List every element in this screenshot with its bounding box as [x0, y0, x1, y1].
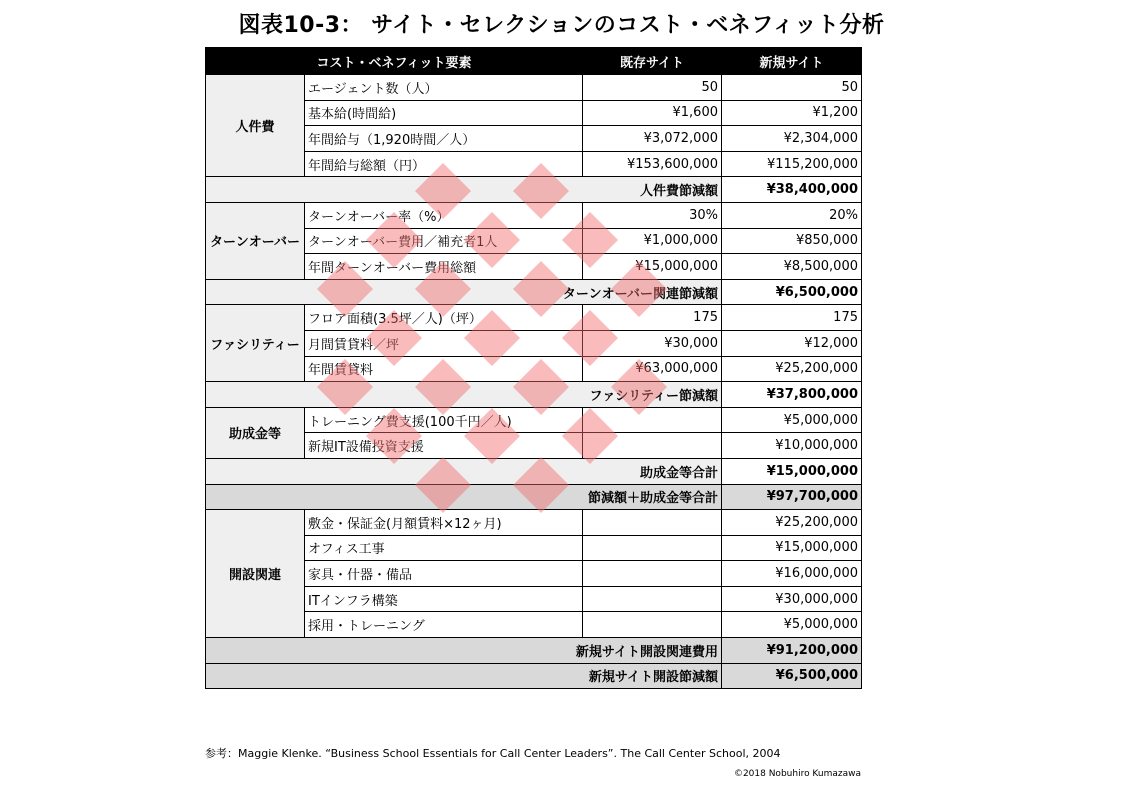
subtotal-row-subsidy	[206, 458, 862, 484]
row-existing	[583, 535, 722, 561]
subtotal-label: 助成金等合計	[206, 458, 722, 484]
subtotal-label: 人件費節減額	[206, 177, 722, 203]
row-existing: 30%	[583, 202, 722, 228]
table-row	[206, 586, 862, 612]
table-header-row	[206, 48, 862, 75]
header-existing: 既存サイト	[583, 48, 722, 75]
category-opening: 開設関連	[206, 510, 305, 638]
row-item: 敷金・保証金(月額賃料×12ヶ月)	[305, 510, 583, 536]
table-row	[206, 254, 862, 280]
table-row	[206, 510, 862, 536]
row-new: ¥115,200,000	[722, 151, 862, 177]
row-new: ¥5,000,000	[722, 407, 862, 433]
table-row	[206, 330, 862, 356]
row-item: 基本給(時間給)	[305, 100, 583, 126]
cost-benefit-table	[205, 47, 862, 689]
row-new: ¥25,200,000	[722, 510, 862, 536]
row-new: ¥15,000,000	[722, 535, 862, 561]
row-new: 175	[722, 305, 862, 331]
row-item: 月間賃貸料／坪	[305, 330, 583, 356]
row-item: ターンオーバー費用／補充者1人	[305, 228, 583, 254]
reference-note: 参考：Maggie Klenke. “Business School Essentials for Call Center Leaders”. The Call Center School, 2004	[205, 747, 781, 760]
opening-net-label: 新規サイト開設節減額	[206, 663, 722, 689]
row-existing	[583, 586, 722, 612]
category-personnel: 人件費	[206, 75, 305, 177]
subtotal-row-turnover	[206, 279, 862, 305]
table-row	[206, 535, 862, 561]
row-new: ¥12,000	[722, 330, 862, 356]
row-new: ¥10,000,000	[722, 433, 862, 459]
row-new: ¥25,200,000	[722, 356, 862, 382]
row-item: 年間給与総額（円）	[305, 151, 583, 177]
row-item: 年間ターンオーバー費用総額	[305, 254, 583, 280]
row-item: フロア面積(3.5坪／人)（坪）	[305, 305, 583, 331]
row-new: ¥1,200	[722, 100, 862, 126]
table-row	[206, 151, 862, 177]
grand-savings-value: ¥97,700,000	[722, 484, 862, 510]
row-new: ¥2,304,000	[722, 126, 862, 152]
row-existing: 50	[583, 75, 722, 101]
subtotal-value: ¥38,400,000	[722, 177, 862, 203]
subtotal-label: ファシリティー節減額	[206, 382, 722, 408]
row-existing: ¥1,600	[583, 100, 722, 126]
row-item: 年間賃貸料	[305, 356, 583, 382]
category-turnover: ターンオーバー	[206, 202, 305, 279]
row-existing: ¥63,000,000	[583, 356, 722, 382]
subtotal-row-facility	[206, 382, 862, 408]
subtotal-value: ¥15,000,000	[722, 458, 862, 484]
subtotal-value: ¥6,500,000	[722, 279, 862, 305]
row-existing: ¥153,600,000	[583, 151, 722, 177]
table-row	[206, 561, 862, 587]
opening-net-row	[206, 663, 862, 689]
row-existing: ¥30,000	[583, 330, 722, 356]
category-facility: ファシリティー	[206, 305, 305, 382]
table-row	[206, 356, 862, 382]
row-item: トレーニング費支援(100千円／人)	[305, 407, 583, 433]
table-row	[206, 612, 862, 638]
row-existing: 175	[583, 305, 722, 331]
opening-cost-row	[206, 638, 862, 664]
table-row	[206, 126, 862, 152]
page-title: 図表10-3： サイト・セレクションのコスト・ベネフィット分析	[238, 13, 885, 38]
opening-cost-value: ¥91,200,000	[722, 638, 862, 664]
row-item: 年間給与（1,920時間／人）	[305, 126, 583, 152]
header-element: コスト・ベネフィット要素	[206, 48, 583, 75]
row-new: 50	[722, 75, 862, 101]
table-row	[206, 305, 862, 331]
row-item: 採用・トレーニング	[305, 612, 583, 638]
copyright: ©2018 Nobuhiro Kumazawa	[733, 769, 861, 779]
table-row	[206, 433, 862, 459]
row-new: ¥30,000,000	[722, 586, 862, 612]
row-existing	[583, 510, 722, 536]
grand-savings-row	[206, 484, 862, 510]
row-existing	[583, 433, 722, 459]
row-existing: ¥3,072,000	[583, 126, 722, 152]
opening-cost-label: 新規サイト開設関連費用	[206, 638, 722, 664]
opening-net-value: ¥6,500,000	[722, 663, 862, 689]
grand-savings-label: 節減額＋助成金等合計	[206, 484, 722, 510]
row-new: ¥8,500,000	[722, 254, 862, 280]
row-item: 新規IT設備投資支援	[305, 433, 583, 459]
row-existing: ¥15,000,000	[583, 254, 722, 280]
row-item: エージェント数（人）	[305, 75, 583, 101]
row-existing: ¥1,000,000	[583, 228, 722, 254]
row-item: 家具・什器・備品	[305, 561, 583, 587]
row-existing	[583, 612, 722, 638]
row-new: 20%	[722, 202, 862, 228]
subtotal-value: ¥37,800,000	[722, 382, 862, 408]
header-new: 新規サイト	[722, 48, 862, 75]
row-existing	[583, 407, 722, 433]
category-subsidy: 助成金等	[206, 407, 305, 458]
table-row	[206, 228, 862, 254]
table-row	[206, 100, 862, 126]
row-new: ¥16,000,000	[722, 561, 862, 587]
row-item: ターンオーバー率（%）	[305, 202, 583, 228]
table-row	[206, 202, 862, 228]
subtotal-row-personnel	[206, 177, 862, 203]
subtotal-label: ターンオーバー関連節減額	[206, 279, 722, 305]
row-new: ¥5,000,000	[722, 612, 862, 638]
table-row	[206, 75, 862, 101]
row-existing	[583, 561, 722, 587]
row-item: ITインフラ構築	[305, 586, 583, 612]
table-row	[206, 407, 862, 433]
row-item: オフィス工事	[305, 535, 583, 561]
row-new: ¥850,000	[722, 228, 862, 254]
